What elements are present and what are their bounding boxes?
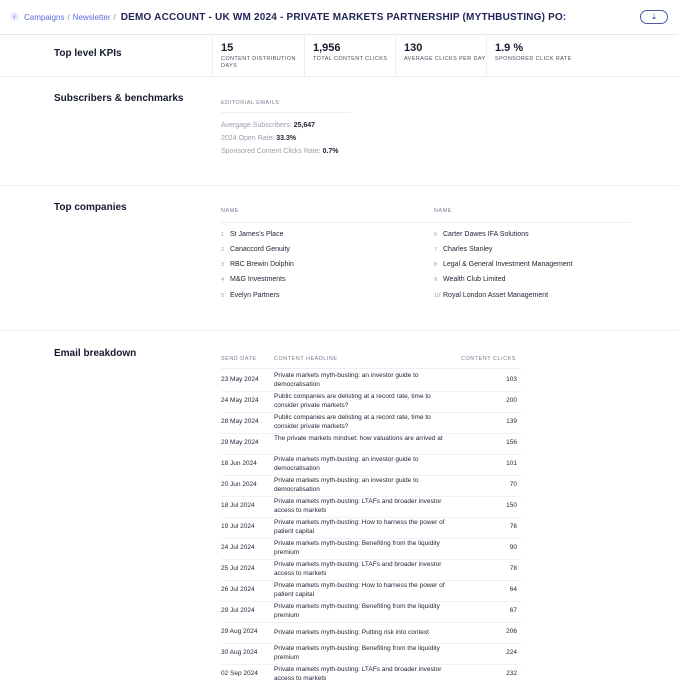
company-row: [221, 246, 290, 253]
table-row: [221, 538, 521, 560]
kpi-value: 1,956: [313, 42, 341, 54]
column-header-content-clicks: CONTENT CLICKS: [461, 356, 516, 362]
company-name: Legal & General Investment Management: [443, 261, 573, 268]
column-header-name: NAME: [221, 208, 239, 214]
content-headline: Private markets myth-busting: Benefiting from the liquidity premium: [274, 645, 440, 661]
content-headline: Private markets myth-busting: Benefiting from the liquidity premium: [274, 540, 440, 556]
divider: [221, 368, 521, 369]
section-title: Top level KPIs: [54, 48, 122, 59]
send-date: 26 Jul 2024: [221, 586, 255, 593]
content-clicks: 103: [506, 376, 517, 383]
table-row: [221, 643, 521, 665]
company-name: RBC Brewin Dolphin: [230, 261, 294, 268]
company-row: [434, 292, 548, 299]
content-headline: Private markets myth-busting: How to harness the power of patient capital: [274, 519, 445, 535]
kpi-label: SPONSORED CLICK RATE: [495, 56, 572, 62]
company-name: Evelyn Partners: [230, 292, 280, 299]
editorial-emails-label: EDITORIAL EMAILS: [221, 100, 280, 106]
email-breakdown-section: [0, 331, 678, 700]
column-header-send-date: SEND DATE: [221, 356, 257, 362]
send-date: 29 Aug 2024: [221, 628, 258, 635]
content-headline: Private markets myth-busting: an investor guide to democratisation: [274, 456, 419, 472]
content-clicks: 156: [506, 439, 517, 446]
company-name: St James's Place: [230, 231, 284, 238]
company-name: Charles Stanley: [443, 246, 493, 253]
send-date: 28 May 2024: [221, 418, 259, 425]
breadcrumb-separator: /: [113, 13, 116, 22]
subscribers-row: [221, 122, 315, 129]
company-row: [434, 231, 529, 238]
breadcrumb-campaigns-link[interactable]: Campaigns: [24, 13, 65, 22]
table-row: [221, 559, 521, 581]
send-date: 25 Jul 2024: [221, 565, 255, 572]
company-row: [434, 261, 573, 268]
stat-label: 2024 Open Rate:: [221, 135, 275, 142]
content-clicks: 101: [506, 460, 517, 467]
company-name: Wealth Club Limited: [443, 276, 506, 283]
kpi-card: [486, 34, 587, 76]
table-row: [221, 517, 521, 539]
click-rate-row: [221, 148, 339, 155]
table-row: [221, 496, 521, 518]
content-clicks: 90: [509, 544, 517, 551]
kpi-card: [304, 34, 396, 76]
top-bar: [0, 0, 678, 35]
rank: 10: [434, 293, 441, 299]
send-date: 23 May 2024: [221, 376, 259, 383]
content-clicks: 224: [506, 649, 517, 656]
content-headline: Private markets myth-busting: Benefiting from the liquidity premium: [274, 603, 440, 619]
rank: 5: [221, 293, 225, 299]
table-row: [221, 370, 521, 392]
content-headline: Private markets myth-busting: LTAFs and broader investor access to markets: [274, 498, 442, 514]
kpi-label: TOTAL CONTENT CLICKS: [313, 56, 388, 62]
open-rate-row: [221, 135, 296, 142]
send-date: 24 Jul 2024: [221, 544, 255, 551]
company-row: [221, 292, 279, 299]
content-headline: Private markets myth-busting: Putting risk into context: [274, 629, 429, 636]
breadcrumb-newsletter-link[interactable]: Newsletter: [72, 13, 111, 22]
content-clicks: 139: [506, 418, 517, 425]
company-row: [221, 261, 294, 268]
rank: 9: [434, 277, 438, 283]
content-clicks: 70: [509, 481, 517, 488]
content-headline: Private markets myth-busting: LTAFs and broader investor access to markets: [274, 561, 442, 577]
table-row: [221, 580, 521, 602]
rank: 2: [221, 247, 225, 253]
content-clicks: 76: [509, 523, 517, 530]
content-headline: Private markets myth-busting: LTAFs and broader investor access to markets: [274, 666, 442, 682]
stat-value: 0.7%: [322, 148, 339, 155]
stat-label: Sponsored Content Clicks Rate:: [221, 148, 321, 155]
content-headline: Public companies are delisting at a record rate, time to consider private markets?: [274, 393, 431, 409]
rank: 1: [221, 232, 225, 238]
page-title: DEMO ACCOUNT - UK WM 2024 - PRIVATE MARKETS PARTNERSHIP (MYTHBUSTING) PO:: [120, 12, 567, 23]
company-row: [221, 276, 286, 283]
kpi-value: 15: [221, 42, 234, 54]
table-row: [221, 391, 521, 413]
kpi-value: 130: [404, 42, 423, 54]
content-headline: The private markets mindset: how valuations are arrived at: [274, 435, 443, 442]
content-headline: Private markets myth-busting: How to harness the power of patient capital: [274, 582, 445, 598]
download-icon: ⤓: [652, 12, 656, 21]
content-clicks: 67: [509, 607, 517, 614]
company-row: [434, 276, 506, 283]
divider: [221, 112, 351, 113]
company-name: Royal London Asset Management: [443, 292, 549, 299]
table-row: [221, 475, 521, 497]
subscribers-section: [0, 77, 678, 186]
breadcrumb-separator: /: [67, 13, 70, 22]
stat-value: 33.3%: [276, 135, 297, 142]
table-row: [221, 622, 521, 644]
rank: 8: [434, 262, 438, 268]
section-title: Email breakdown: [54, 348, 137, 359]
kpi-card: [212, 34, 304, 76]
send-date: 29 May 2024: [221, 439, 259, 446]
company-row: [221, 231, 283, 238]
table-row: [221, 433, 521, 455]
send-date: 20 Jun 2024: [221, 481, 257, 488]
company-row: [434, 246, 492, 253]
section-title: Top companies: [54, 202, 127, 213]
column-header-name: NAME: [434, 208, 452, 214]
breadcrumb: [24, 12, 566, 23]
stat-value: 25,647: [293, 122, 316, 129]
kpi-value: 1.9 %: [495, 42, 524, 54]
table-row: [221, 412, 521, 434]
company-name: Carter Dawes IFA Solutions: [443, 231, 529, 238]
content-headline: Private markets myth-busting: an investor guide to democratisation: [274, 477, 419, 493]
section-title: Subscribers & benchmarks: [54, 93, 184, 104]
content-clicks: 206: [506, 628, 517, 635]
content-headline: Public companies are delisting at a record rate, time to consider private markets?: [274, 414, 431, 430]
kpi-label: CONTENT DISTRIBUTION DAYS: [221, 56, 296, 69]
send-date: 24 May 2024: [221, 397, 259, 404]
send-date: 18 Jun 2024: [221, 460, 257, 467]
content-clicks: 200: [506, 397, 517, 404]
rank: 4: [221, 277, 225, 283]
send-date: 30 Aug 2024: [221, 649, 258, 656]
content-clicks: 150: [506, 502, 517, 509]
kpi-label: AVERAGE CLICKS PER DAY: [404, 56, 486, 62]
table-row: [221, 601, 521, 623]
rank: 3: [221, 262, 225, 268]
column-header-content-headline: CONTENT HEADLINE: [274, 356, 338, 362]
send-date: 29 Jul 2024: [221, 607, 255, 614]
content-clicks: 78: [509, 565, 517, 572]
chevron-left-icon[interactable]: ‹: [10, 12, 19, 21]
table-row: [221, 664, 521, 685]
stat-label: Avergage Subscribers:: [221, 122, 292, 129]
table-row: [221, 454, 521, 476]
kpi-card: [395, 34, 487, 76]
download-button[interactable]: [640, 10, 668, 24]
company-name: Canaccord Genuity: [230, 246, 290, 253]
rank: 7: [434, 247, 438, 253]
content-headline: Private markets myth-busting: an investor guide to democratisation: [274, 372, 419, 388]
rank: 6: [434, 232, 438, 238]
divider: [221, 222, 631, 223]
companies-section: [0, 186, 678, 331]
send-date: 19 Jul 2024: [221, 523, 255, 530]
content-clicks: 232: [506, 670, 517, 677]
company-name: M&G Investments: [230, 276, 286, 283]
send-date: 02 Sep 2024: [221, 670, 258, 677]
content-clicks: 64: [509, 586, 517, 593]
send-date: 18 Jul 2024: [221, 502, 255, 509]
